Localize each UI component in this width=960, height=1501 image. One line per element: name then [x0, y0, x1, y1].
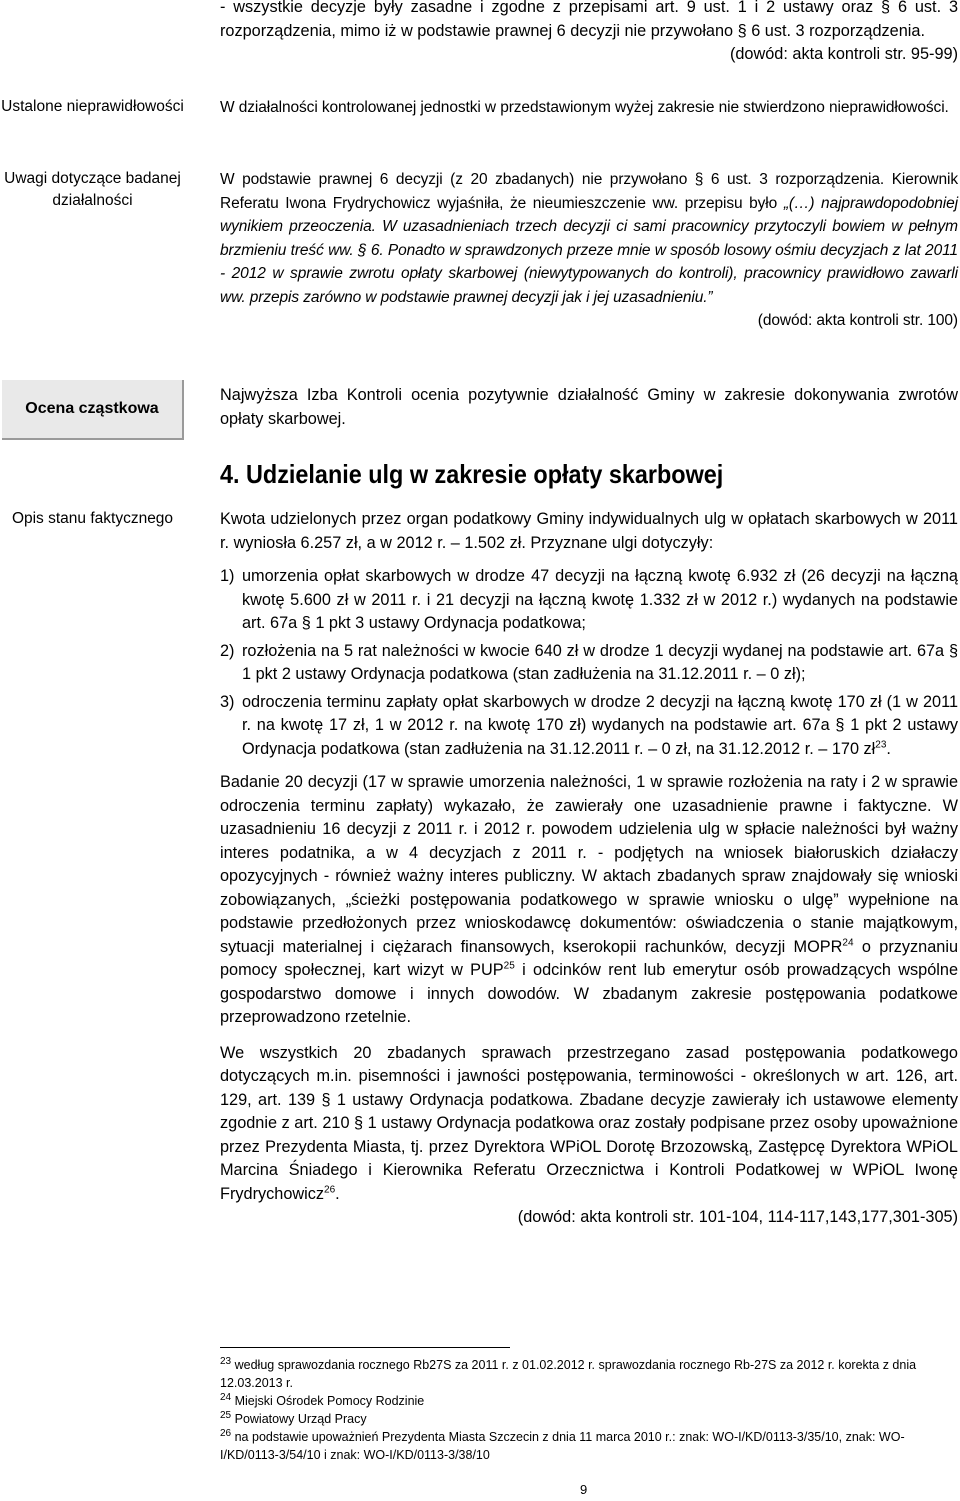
footnote-text: Powiatowy Urząd Pracy: [234, 1412, 367, 1426]
list-item-number: 3): [220, 692, 235, 711]
facts-p2-c: i odcinków rent lub emerytur osób prowadzących wspólne gospodarstwo domowe i innych dowodów. W zbadanym zakresie postępowania podatkowe przeprowadzono rzetelnie.: [220, 961, 959, 1026]
facts-p3-a: We wszystkich 20 zbadanych sprawach przestrzegano zasad postępowania podatkowego dotyczących m.in. pisemności i jawności postępowania, terminowości - określonych w art. 126, art. 129, art. 139 § 1 ustawy Ordynacja podatkowa. Zbadane decyzje zawierały ich ustawowe elementy zgodnie z art. 210 § 1 ustawy Ordynacja podatkowa oraz zostały podpisane przez osoby upoważnione przez Prezydenta Miasta, tj. przez Dyrektora WPiOL Dorotę Brzozowską, Zastępcę Dyrektora WPiOL Marcina Śniadego i Kierownika Referatu Orzecznictwa i Kontroli Podatkowej w WPiOL Iwonę Frydrychowicz: [220, 1043, 958, 1203]
page-number: 9: [580, 1482, 588, 1497]
footnotes: [220, 1356, 958, 1464]
remarks-section: [220, 168, 958, 333]
section-heading: 4. Udzielanie ulg w zakresie opłaty skarbowej: [220, 459, 724, 489]
footnote-text: Miejski Ośrodek Pomocy Rodzinie: [234, 1394, 425, 1408]
remarks-quote: „(…) najprawdopodobniej wynikiem przeoczenia. W uzasadnieniach trzech decyzji ci sami pracownicy przytoczyli bowiem w pełnym brzmieniu treść ww. § 6. Ponadto w sprawdzonych przeze mnie w sposób losowy ośmiu decyzjach z lat 2011 - 2012 w sprawie zwrotu opłaty skarbowej (niewytypowanych do kontroli), pracownicy prawidłowo zawarli ww. przepis zarówno w podstawie prawnej decyzji jak i jej uzasadnieniu.”: [220, 194, 958, 306]
facts-evidence: (dowód: akta kontroli str. 101-104, 114-117,143,177,301-305): [517, 1208, 958, 1226]
remarks-paragraph: [220, 168, 958, 309]
footnote: [220, 1392, 958, 1410]
top-evidence: (dowód: akta kontroli str. 95-99): [729, 45, 958, 63]
footnote-number: 24: [220, 1391, 232, 1403]
footnote-text: według sprawozdania rocznego Rb27S za 2011 r. z 01.02.2012 r. sprawozdania rocznego Rb-27S za 2012 r. korekta z dnia 12.03.2013 r.: [220, 1358, 917, 1390]
list-item-number: 1): [220, 567, 235, 585]
footnote-ref: 23: [875, 739, 887, 751]
list-item: [220, 640, 958, 687]
list-item: [220, 691, 958, 762]
facts-p3-tail: .: [335, 1184, 340, 1203]
assessment-section: [220, 384, 958, 431]
footnote-ref: 24: [842, 937, 854, 949]
footnote: [220, 1356, 958, 1392]
footnote-number: 25: [220, 1409, 232, 1421]
remarks-text: W podstawie prawnej 6 decyzji (z 20 zbadanych) nie przywołano § 6 ust. 3 rozporządzenia. Kierownik Referatu Iwona Frydrychowicz wyjaśniła, że nieumieszczenie ww. przepisu było: [220, 171, 958, 212]
irregularities-section: [220, 96, 958, 120]
footnote-divider: [220, 1347, 510, 1348]
sidebar-label-assessment-text: Ocena cząstkowa: [25, 400, 159, 417]
assessment-text: Najwyższa Izba Kontroli ocenia pozytywnie działalność Gminy w zakresie dokonywania zwrotów opłaty skarbowej.: [220, 386, 958, 428]
top-bullet: - wszystkie decyzje były zasadne i zgodne z przepisami art. 9 ust. 1 i 2 ustawy oraz § 6 ust. 3 rozporządzenia, mimo iż w podstawie prawnej 6 decyzji nie przywołano § 6 ust. 3 rozporządzenia.: [220, 0, 958, 40]
footnote-text: na podstawie upoważnień Prezydenta Miasta Szczecin z dnia 11 marca 2010 r.: znak: WO-I/KD/0113-3/35/10, znak: WO-I/KD/0113-3/54/10 i znak: WO-I/KD/0113-3/38/10: [220, 1430, 905, 1462]
sidebar-label-irregularities: Ustalone nieprawidłowości: [1, 98, 184, 115]
facts-p2-a: Badanie 20 decyzji (17 w sprawie umorzenia należności, 1 w sprawie rozłożenia na raty i 2 w sprawie odroczenia terminu zapłaty) wykazało, że zawierały one uzasadnienie prawne i faktyczne. W uzasadnieniu 16 decyzji z 2011 r. i 2012 r. powodem udzielenia ulg w spłacie należności był ważny interes podatnika, a w 4 decyzjach z 2011 r. - podjętych na wniosek białoruskich działaczy opozycyjnych - również ważny interes publiczny. W aktach zbadanych spraw znajdowały się wnioski zobowiązanych, „ścieżki postępowania podatkowego w sprawie wniosku o ulgę” wypełnione na podstawie przedłożonych przez wnioskodawcę dokumentów: oświadczenia o stanie majątkowym, sytuacji materialnej i ciężarach finansowych, kserokopii rachunków, decyzji MOPR: [220, 773, 958, 956]
remarks-evidence: (dowód: akta kontroli str. 100): [757, 312, 958, 329]
facts-section: [220, 508, 958, 1230]
footnote-number: 26: [220, 1427, 232, 1439]
sidebar-label-assessment: [2, 380, 184, 440]
irregularities-text: W działalności kontrolowanej jednostki w przedstawionym wyżej zakresie nie stwierdzono nieprawidłowości.: [220, 99, 949, 116]
list-item-number: 2): [220, 641, 235, 660]
footnote-number: 23: [220, 1355, 232, 1367]
facts-paragraph-3: [220, 1042, 958, 1207]
footnote: [220, 1428, 958, 1464]
list-item-text: rozłożenia na 5 rat należności w kwocie 640 zł w drodze 1 decyzji wydanej na podstawie art. 67a § 1 pkt 2 ustawy Ordynacja podatkowa (stan zadłużenia na 31.12.2011 r. – 0 zł);: [242, 641, 958, 683]
list-item-text: odroczenia terminu zapłaty opłat skarbowych w drodze 2 decyzji na łączną kwotę 170 zł (1 w 2011 r. na kwotę 17 zł, 1 w 2012 r. na kwotę 170 zł) wydanych na podstawie art. 67a § 1 pkt 2 ustawy Ordynacja podatkowa (stan zadłużenia na 31.12.2011 r. – 0 zł, na 31.12.2012 r. – 170 zł: [242, 692, 958, 758]
list-item-tail: .: [886, 739, 891, 758]
facts-intro: Kwota udzielonych przez organ podatkowy Gminy indywidualnych ulg w opłatach skarbowych w 2011 r. wyniosła 6.257 zł, a w 2012 r. – 1.502 zł. Przyznane ulgi dotyczyły:: [220, 510, 958, 552]
top-continuation: [220, 0, 958, 67]
list-item: [220, 565, 958, 636]
facts-paragraph-2: [220, 771, 958, 1030]
facts-p2-b: o przyznaniu pomocy społecznej, kart wizyt w PUP: [220, 937, 958, 979]
sidebar-label-facts: Opis stanu faktycznego: [11, 510, 174, 527]
footnote-ref: 25: [503, 960, 515, 972]
sidebar-label-remarks: Uwagi dotyczące badanej działalności: [4, 170, 181, 209]
footnote: [220, 1410, 958, 1428]
facts-list: [220, 565, 958, 761]
list-item-text: umorzenia opłat skarbowych w drodze 47 decyzji na łączną kwotę 6.932 zł (26 decyzji na łączną kwotę 5.600 zł w 2011 r. i 21 decyzji na łączną kwotę 1.332 zł w 2012 r.) wydanych na podstawie art. 67a § 1 pkt 3 ustawy Ordynacja podatkowa;: [242, 567, 958, 632]
footnote-ref: 26: [324, 1184, 336, 1196]
